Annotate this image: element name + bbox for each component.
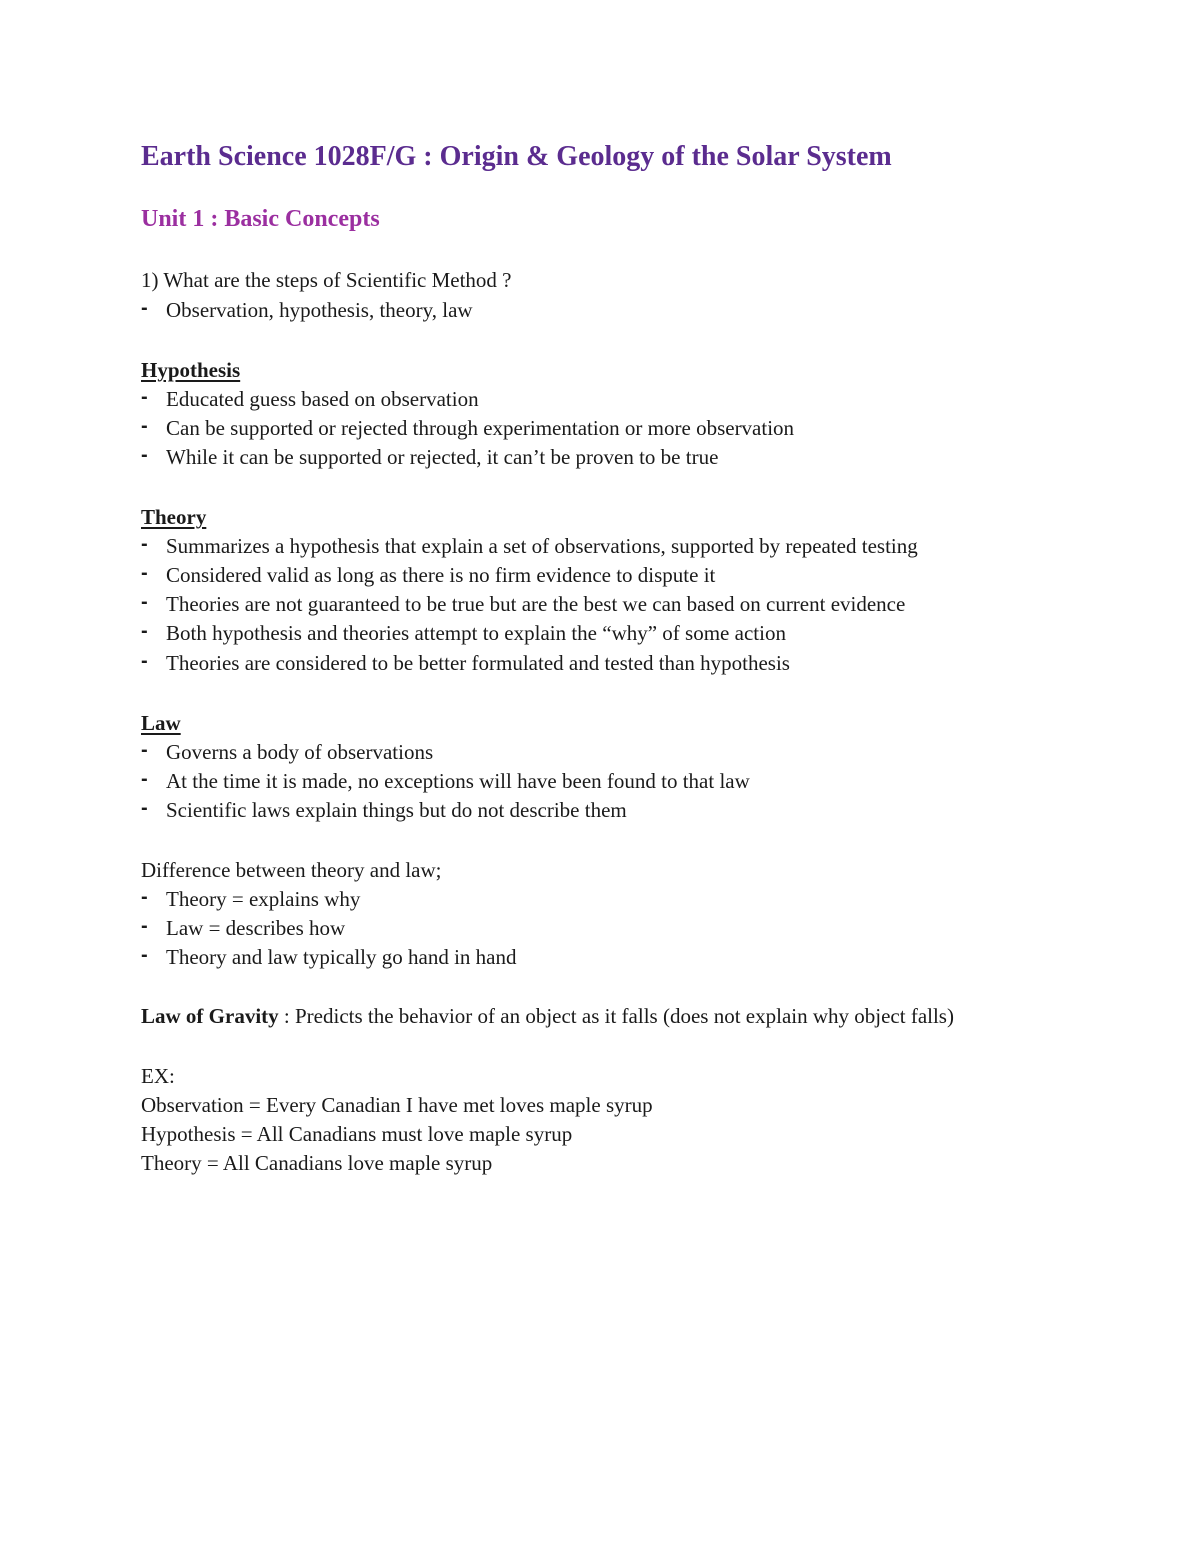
gravity-line — [141, 1002, 954, 1030]
theory-bullet: - Theories are considered to be better formulated and tested than hypothesis — [141, 649, 790, 677]
hypothesis-heading: Hypothesis — [141, 358, 241, 382]
document-title: Earth Science 1028F/G : Origin & Geology of the Solar System — [141, 141, 892, 172]
theory-heading: Theory — [141, 505, 207, 529]
theory-bullet: - Both hypothesis and theories attempt to explain the “why” of some action — [141, 619, 786, 647]
law-bullet: - At the time it is made, no exceptions will have been found to that law — [141, 767, 750, 795]
difference-bullet: - Theory and law typically go hand in hand — [141, 943, 517, 971]
law-bullet: - Governs a body of observations — [141, 738, 433, 766]
hypothesis-bullet: - While it can be supported or rejected, it can’t be proven to be true — [141, 443, 718, 471]
gravity-label: Law of Gravity — [141, 1004, 279, 1028]
hypothesis-bullet: - Educated guess based on observation — [141, 385, 479, 413]
theory-bullet: - Summarizes a hypothesis that explain a set of observations, supported by repeated testing — [141, 532, 918, 560]
difference-bullet: - Theory = explains why — [141, 885, 360, 913]
theory-bullet: - Considered valid as long as there is no firm evidence to dispute it — [141, 561, 715, 589]
steps-bullet: - Observation, hypothesis, theory, law — [141, 296, 473, 324]
example-line: Observation = Every Canadian I have met loves maple syrup — [141, 1093, 653, 1117]
example-label: EX: — [141, 1064, 175, 1088]
example-line: Hypothesis = All Canadians must love maple syrup — [141, 1122, 573, 1146]
difference-intro: Difference between theory and law; — [141, 858, 442, 882]
law-heading: Law — [141, 711, 181, 735]
theory-bullet: - Theories are not guaranteed to be true but are the best we can based on current evidence — [141, 590, 905, 618]
difference-bullet: - Law = describes how — [141, 914, 345, 942]
gravity-text: : Predicts the behavior of an object as it falls (does not explain why object falls) — [278, 1004, 954, 1028]
unit-heading: Unit 1 : Basic Concepts — [141, 206, 380, 232]
law-bullet: - Scientific laws explain things but do not describe them — [141, 796, 627, 824]
hypothesis-bullet: - Can be supported or rejected through experimentation or more observation — [141, 414, 794, 442]
example-line: Theory = All Canadians love maple syrup — [141, 1151, 493, 1175]
question-text: 1) What are the steps of Scientific Method ? — [141, 268, 512, 292]
